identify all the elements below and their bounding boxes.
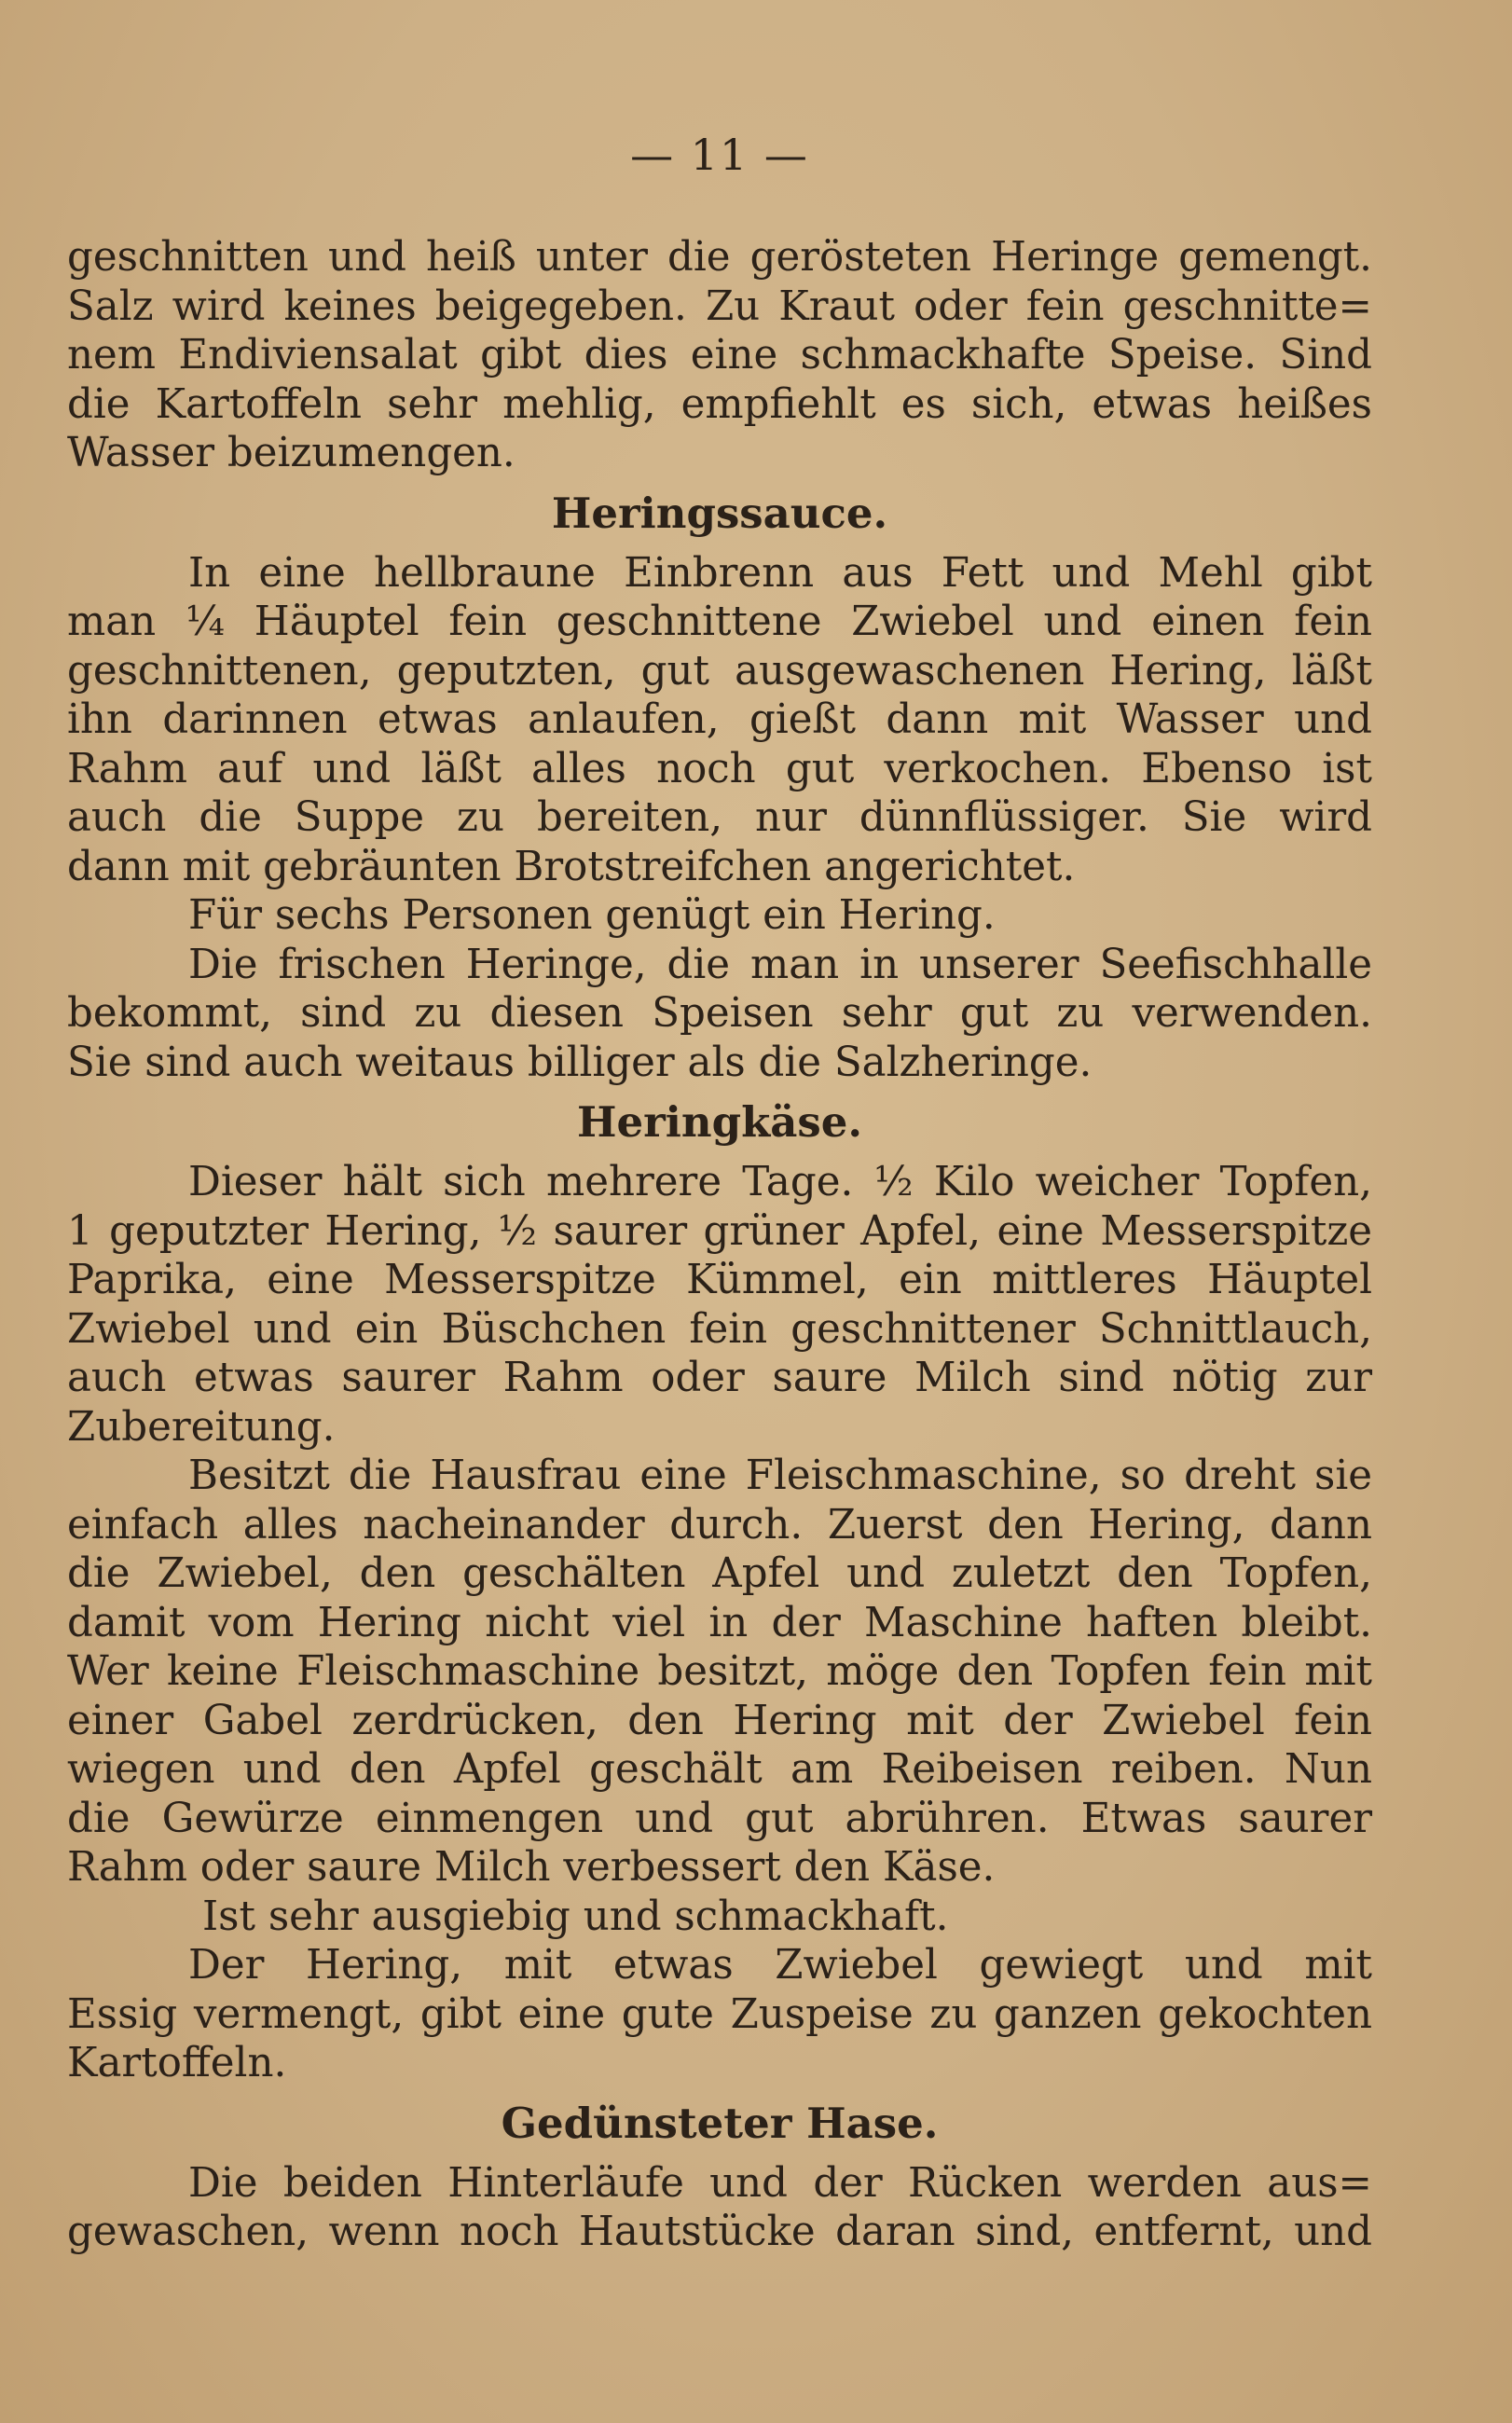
text-line: Die frischen Heringe, die man in unserer Seefischhalle [188,941,1372,988]
text-line: Die beiden Hinterläufe und der Rücken werden aus= [188,2159,1372,2207]
text-line: Rahm oder saure Milch verbessert den Käse. [67,1844,996,1891]
text-line: die Gewürze einmengen und gut abrühren. Etwas saurer [67,1795,1372,1842]
text-line: gewaschen, wenn noch Hautstücke daran sind, entfernt, und [67,2209,1372,2255]
text-line: Salz wird keines beigegeben. Zu Kraut oder fein geschnitte= [67,282,1372,330]
text-line: ihn darinnen etwas anlaufen, gießt dann mit Wasser und [67,696,1372,743]
text-line: damit vom Hering nicht viel in der Maschine haften bleibt. [67,1599,1372,1646]
kaese-paragraph [67,1158,1372,2088]
text-line: Zwiebel und ein Büschchen fein geschnittener Schnittlauch, [67,1305,1372,1353]
text-line: einfach alles nacheinander durch. Zuerst den Hering, dann [67,1501,1372,1549]
text-line: nem Endiviensalat gibt dies eine schmackhafte Speise. Sind [67,332,1372,379]
text-line: Wasser beizumengen. [67,430,515,476]
text-line: bekommt, sind zu diesen Speisen sehr gut zu verwenden. [67,990,1372,1037]
text-line: Für sechs Personen genügt ein Hering. [188,892,996,939]
text-line: die Kartoffeln sehr mehlig, empfiehlt es sich, etwas heißes [67,380,1372,428]
text-line: Der Hering, mit etwas Zwiebel gewiegt und mit [188,1942,1372,1989]
text-line: Besitzt die Hausfrau eine Fleischmaschine, so dreht sie [188,1452,1372,1499]
text-line: Sie sind auch weitaus billiger als die Salzheringe. [67,1039,1093,1086]
page-number: — 11 — [630,130,809,180]
text-line: Dieser hält sich mehrere Tage. ½ Kilo weicher Topfen, [188,1159,1372,1205]
text-line: die Zwiebel, den geschälten Apfel und zuletzt den Topfen, [67,1550,1372,1597]
text-line: Ist sehr ausgiebig und schmackhaft. [202,1893,949,1940]
heading-heringssauce: Heringssauce. [551,488,888,538]
text-line: Zubereitung. [67,1403,336,1451]
intro-paragraph [67,233,1372,478]
text-line: man ¼ Häuptel fein geschnittene Zwiebel und einen fein [67,599,1372,645]
text-line: dann mit gebräunten Brotstreifchen angerichtet. [67,843,1076,890]
heading-heringkaese: Heringkäse. [576,1097,863,1147]
text-line: einer Gabel zerdrücken, den Hering mit der Zwiebel fein [67,1697,1372,1744]
text-line: auch etwas saurer Rahm oder saure Milch sind nötig zur [67,1355,1372,1401]
heading-gedünsteter-hase: Gedünsteter Hase. [501,2098,939,2148]
text-line: geschnittenen, geputzten, gut ausgewaschenen Hering, läßt [67,647,1372,695]
text-line: auch die Suppe zu bereiten, nur dünnflüssiger. Sie wird [67,794,1372,841]
text-line: Kartoffeln. [67,2040,287,2086]
text-line: Wer keine Fleischmaschine besitzt, möge den Topfen fein mit [67,1648,1372,1695]
hase-paragraph [67,2159,1372,2257]
text-block [67,131,1372,2257]
text-line: Paprika, eine Messerspitze Kümmel, ein mittleres Häuptel [67,1257,1372,1303]
text-line: Essig vermengt, gibt eine gute Zuspeise zu ganzen gekochten [67,1990,1372,2038]
text-line: Rahm auf und läßt alles noch gut verkochen. Ebenso ist [67,745,1372,792]
sauce-paragraph [67,549,1372,1088]
text-line: In eine hellbraune Einbrenn aus Fett und Mehl gibt [188,549,1372,597]
text-line: 1 geputzter Hering, ½ saurer grüner Apfel, eine Messerspitze [67,1207,1372,1255]
text-line: geschnitten und heiß unter die gerösteten Heringe gemengt. [67,234,1372,281]
text-line: wiegen und den Apfel geschält am Reibeisen reiben. Nun [67,1746,1372,1793]
